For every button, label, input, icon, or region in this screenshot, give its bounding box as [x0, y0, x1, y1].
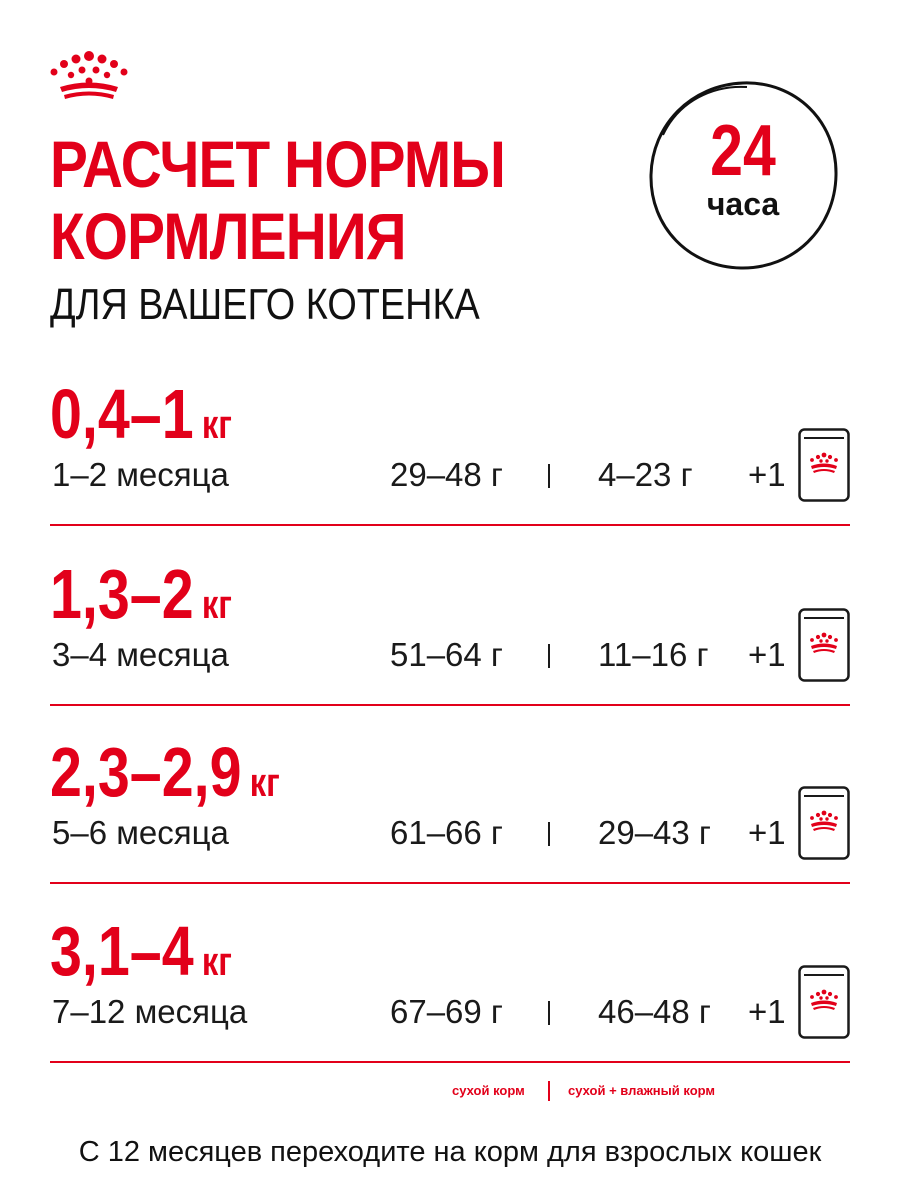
weight-value: 3,1–4: [50, 912, 194, 990]
dry-food-amount: 51–64 г: [390, 636, 503, 673]
legend: [0, 1083, 900, 1103]
feeding-row: [50, 989, 850, 1035]
legend-dry: сухой корм: [452, 1083, 525, 1098]
crown-logo-icon: [46, 50, 132, 100]
page-title: [50, 128, 505, 272]
weight-range: [50, 555, 232, 641]
weight-range: [50, 733, 280, 819]
feeding-row: [50, 452, 850, 498]
divider: [50, 704, 850, 706]
feeding-section: [50, 733, 850, 886]
legend-separator: [548, 1081, 550, 1101]
hours-badge: [643, 75, 843, 275]
page-subtitle: ДЛЯ ВАШЕГО КОТЕНКА: [50, 280, 480, 329]
dry-food-amount: 29–48 г: [390, 456, 503, 493]
divider: [50, 524, 850, 526]
weight-unit: кг: [201, 583, 232, 627]
divider: [50, 1061, 850, 1063]
title-line-2: КОРМЛЕНИЯ: [50, 199, 406, 273]
pouch-count: +1: [748, 456, 786, 493]
wet-food-pouch-icon: [798, 608, 850, 682]
legend-mixed: сухой + влажный корм: [568, 1083, 716, 1098]
age-range: 7–12 месяца: [52, 993, 248, 1030]
wet-food-pouch-icon: [798, 965, 850, 1039]
weight-value: 0,4–1: [50, 375, 194, 453]
title-line-1: РАСЧЕТ НОРМЫ: [50, 127, 505, 201]
mixed-food-amount: 11–16 г: [598, 636, 709, 673]
feeding-section: [50, 555, 850, 708]
mixed-food-amount: 46–48 г: [598, 993, 711, 1030]
age-range: 5–6 месяца: [52, 814, 229, 851]
pouch-count: +1: [748, 636, 786, 673]
wet-food-pouch-icon: [798, 428, 850, 502]
dry-food-amount: 61–66 г: [390, 814, 503, 851]
age-range: 1–2 месяца: [52, 456, 229, 493]
pouch-count: +1: [748, 993, 786, 1030]
pouch-count: +1: [748, 814, 786, 851]
feeding-section: [50, 375, 850, 528]
mixed-food-amount: 4–23 г: [598, 456, 693, 493]
column-separator: [548, 822, 550, 846]
weight-value: 1,3–2: [50, 555, 194, 633]
column-separator: [548, 1001, 550, 1025]
badge-number: 24: [710, 111, 776, 191]
badge-unit: часа: [706, 186, 780, 222]
weight-value: 2,3–2,9: [50, 733, 242, 811]
wet-food-pouch-icon: [798, 786, 850, 860]
mixed-food-amount: 29–43 г: [598, 814, 711, 851]
feeding-row: [50, 632, 850, 678]
column-separator: [548, 464, 550, 488]
weight-range: [50, 912, 232, 998]
weight-unit: кг: [249, 761, 280, 805]
weight-unit: кг: [201, 403, 232, 447]
weight-unit: кг: [201, 940, 232, 984]
feeding-row: [50, 810, 850, 856]
weight-range: [50, 375, 232, 461]
dry-food-amount: 67–69 г: [390, 993, 503, 1030]
age-range: 3–4 месяца: [52, 636, 229, 673]
feeding-section: [50, 912, 850, 1065]
divider: [50, 882, 850, 884]
column-separator: [548, 644, 550, 668]
footer-note: С 12 месяцев переходите на корм для взрослых кошек: [78, 1136, 822, 1168]
